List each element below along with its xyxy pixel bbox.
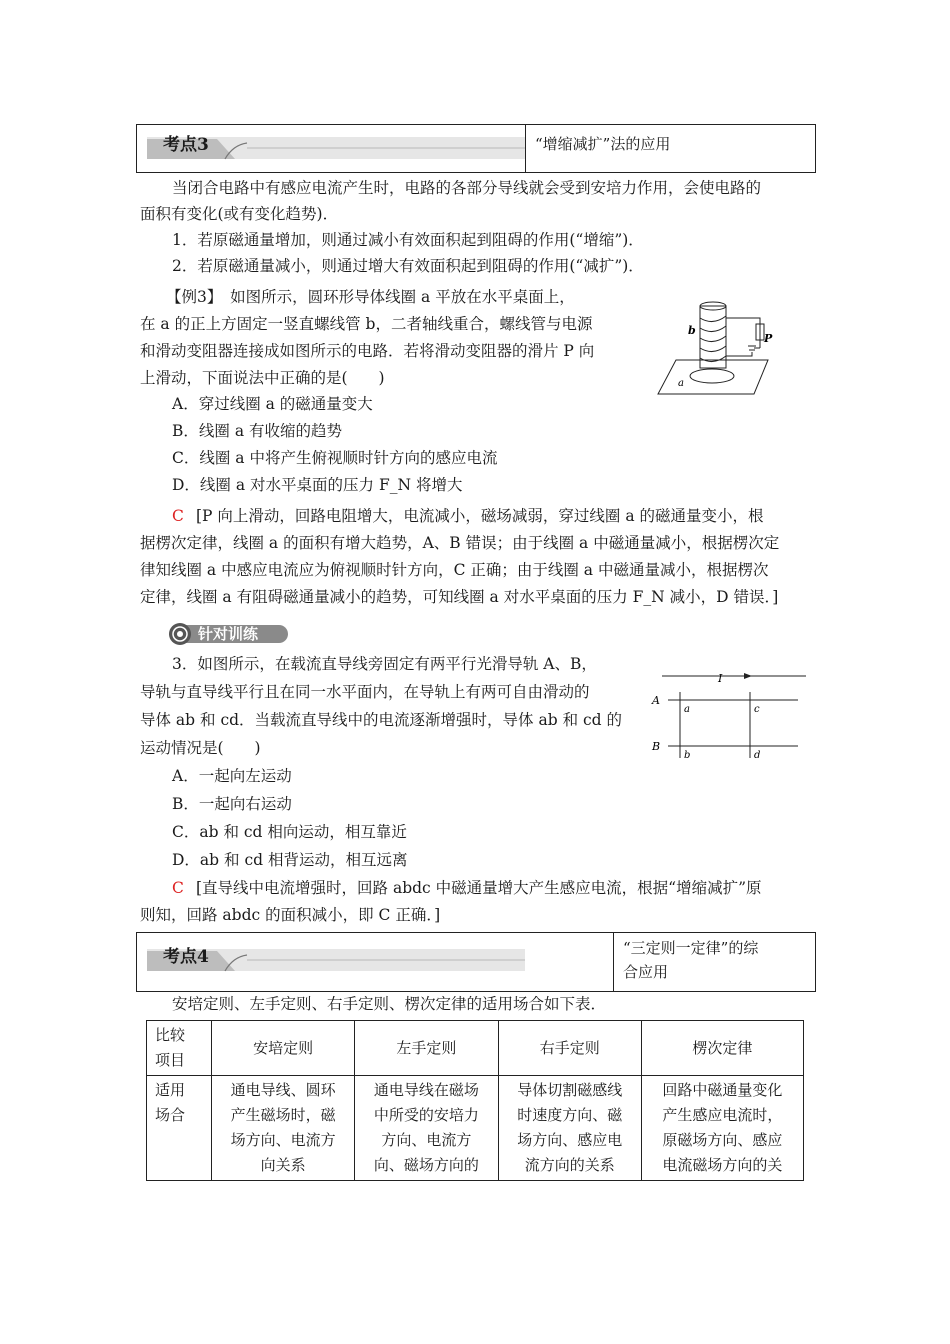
cell-line: 流方向的关系 xyxy=(524,1156,615,1174)
figure-label-p: P xyxy=(764,332,773,345)
table-rowhead-1: 比较 xyxy=(155,1026,186,1044)
drill-line-3: 导体 ab 和 cd．当载流直导线中的电流逐渐增强时，导体 ab 和 cd 的 xyxy=(140,711,623,729)
figure-label-b: b xyxy=(688,324,696,337)
example-3-option-d: D．线圈 a 对水平桌面的压力 F_N 将增大 xyxy=(172,476,463,494)
drill-option-b: B．一起向右运动 xyxy=(172,795,292,813)
drill-explanation-1: [直导线中电流增强时，回路 abdc 中磁通量增大产生感应电流，根据“增缩减扩”原 xyxy=(196,879,762,897)
drill-answer: C xyxy=(172,879,184,897)
section-3-title: “增缩减扩”法的应用 xyxy=(535,135,671,153)
section-3-label: 考点3 xyxy=(163,135,209,155)
drill-option-c: C．ab 和 cd 相向运动，相互靠近 xyxy=(172,823,407,841)
cell-line: 向关系 xyxy=(260,1156,306,1174)
figure-label-A: A xyxy=(652,694,660,707)
figure-label-a: a xyxy=(678,378,684,389)
section-4-heading xyxy=(136,932,816,992)
cell-line: 原磁场方向、感应 xyxy=(662,1131,783,1149)
table-cell-left-hand xyxy=(355,1076,498,1181)
cell-line: 通电导线、圆环 xyxy=(230,1081,336,1099)
figure-label-d: d xyxy=(754,750,761,761)
section-4-label: 考点4 xyxy=(163,947,209,967)
table-cell-ampere xyxy=(212,1076,355,1181)
example-3-line-3: 和滑动变阻器连接成如图所示的电路．若将滑动变阻器的滑片 P 向 xyxy=(140,342,595,360)
figure-label-c: c xyxy=(754,704,760,715)
rules-table xyxy=(146,1020,804,1181)
table-header-left-hand: 左手定则 xyxy=(355,1021,498,1076)
table-rowhead-header xyxy=(147,1021,212,1076)
table-header-right-hand: 右手定则 xyxy=(498,1021,641,1076)
intro-4: 安培定则、左手定则、右手定则、楞次定律的适用场合如下表． xyxy=(172,995,607,1013)
cell-line: 电流磁场方向的关 xyxy=(662,1156,783,1174)
drill-explanation-2: 则知，回路 abdc 的面积减小，即 C 正确．] xyxy=(140,906,441,924)
table-header-row xyxy=(147,1021,804,1076)
example-3-line-4: 上滑动，下面说法中正确的是( ) xyxy=(140,369,385,387)
example-3-explanation-3: 律知线圈 a 中感应电流应为俯视顺时针方向，C 正确；由于线圈 a 中磁通量减小，根据楞次 xyxy=(140,561,769,579)
cell-line: 向、磁场方向的 xyxy=(373,1156,479,1174)
drill-option-a: A．一起向左运动 xyxy=(172,767,292,785)
cell-line: 导体切割磁感线 xyxy=(517,1081,623,1099)
table-rowhead-applicable xyxy=(147,1076,212,1181)
example-3-option-a: A．穿过线圈 a 的磁通量变大 xyxy=(172,395,373,413)
cell-line: 产生磁场时，磁 xyxy=(230,1106,336,1124)
figure-label-B: B xyxy=(652,740,661,753)
table-header-ampere: 安培定则 xyxy=(212,1021,355,1076)
cell-line: 中所受的安培力 xyxy=(373,1106,479,1124)
table-row-label-2: 场合 xyxy=(155,1106,186,1124)
intro-3-line-2: 面积有变化(或有变化趋势)． xyxy=(140,205,339,223)
table-header-lenz: 楞次定律 xyxy=(641,1021,803,1076)
cell-line: 产生感应电流时， xyxy=(662,1106,783,1124)
cell-line: 场方向、电流方 xyxy=(230,1131,336,1149)
example-3-explanation-2: 据楞次定律，线圈 a 的面积有增大趋势，A、B 错误；由于线圈 a 中磁通量减小，根据楞次定 xyxy=(140,534,780,552)
table-row-label-1: 适用 xyxy=(155,1081,186,1099)
intro-3-line-1: 当闭合电路中有感应电流产生时，电路的各部分导线就会受到安培力作用，会使电路的 xyxy=(172,179,762,197)
example-3-line-1: 【例3】 如图所示，圆环形导体线圈 a 平放在水平桌面上， xyxy=(166,288,575,306)
section-4-title-1: “三定则一定律”的综 xyxy=(623,939,759,957)
cell-line: 方向、电流方 xyxy=(381,1131,472,1149)
table-rowhead-2: 项目 xyxy=(155,1051,186,1069)
example-3-answer: C xyxy=(172,507,184,525)
example-3-explanation-4: 定律，线圈 a 有阻碍磁通量减小的趋势，可知线圈 a 对水平桌面的压力 F_N 减小，D 错误．] xyxy=(140,588,779,606)
cell-line: 通电导线在磁场 xyxy=(373,1081,479,1099)
example-3-option-b: B．线圈 a 有收缩的趋势 xyxy=(172,422,342,440)
example-3-explanation-1: [P 向上滑动，回路电阻增大，电流减小，磁场减弱，穿过线圈 a 的磁通量变小，根 xyxy=(196,507,764,525)
section-4-divider xyxy=(613,933,614,991)
figure-label-b2: b xyxy=(684,750,691,761)
figure-label-a2: a xyxy=(684,704,690,715)
table-cell-lenz xyxy=(641,1076,803,1181)
drill-badge-label: 针对训练 xyxy=(198,625,259,643)
section-3-divider xyxy=(525,125,526,172)
drill-line-4: 运动情况是( ) xyxy=(140,739,261,757)
drill-option-d: D．ab 和 cd 相背运动，相互远离 xyxy=(172,851,408,869)
table-row xyxy=(147,1076,804,1181)
figure-label-I: I xyxy=(718,672,723,685)
example-3-option-c: C．线圈 a 中将产生俯视顺时针方向的感应电流 xyxy=(172,449,498,467)
cell-line: 时速度方向、磁 xyxy=(517,1106,623,1124)
example-3-line-2: 在 a 的正上方固定一竖直螺线管 b，二者轴线重合，螺线管与电源 xyxy=(140,315,593,333)
solenoid-coil-figure xyxy=(656,296,776,400)
table-cell-right-hand xyxy=(498,1076,641,1181)
rails-figure xyxy=(648,666,808,766)
drill-line-1: 3．如图所示，在载流直导线旁固定有两平行光滑导轨 A、B， xyxy=(172,655,597,673)
section-4-title-2: 合应用 xyxy=(623,963,669,981)
section-3-heading xyxy=(136,124,816,173)
cell-line: 场方向、感应电 xyxy=(517,1131,623,1149)
rule-3-1: 1．若原磁通量增加，则通过减小有效面积起到阻碍的作用(“增缩”)． xyxy=(172,231,644,249)
drill-line-2: 导轨与直导线平行且在同一水平面内，在导轨上有两可自由滑动的 xyxy=(140,683,590,701)
rule-3-2: 2．若原磁通量减小，则通过增大有效面积起到阻碍的作用(“减扩”)． xyxy=(172,257,644,275)
cell-line: 回路中磁通量变化 xyxy=(662,1081,783,1099)
